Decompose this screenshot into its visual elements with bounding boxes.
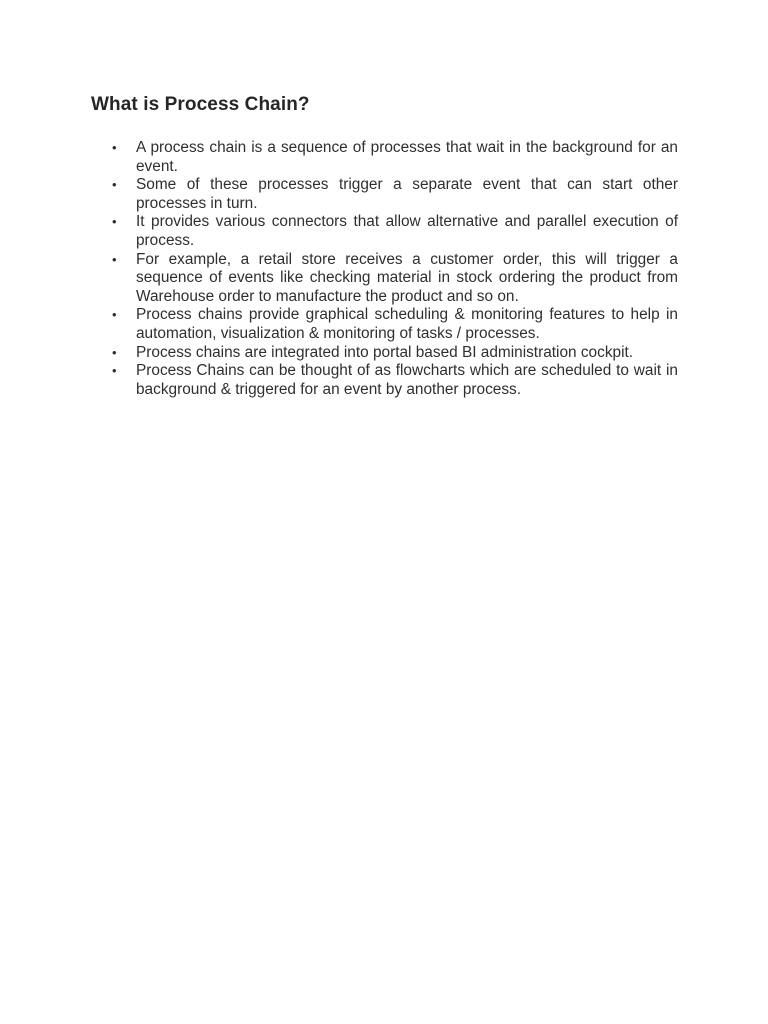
list-item: [110, 251, 678, 307]
list-item: [110, 306, 678, 343]
list-item-text: Process Chains can be thought of as flowcharts which are scheduled to wait in background & triggered for an event by another process.: [136, 362, 678, 398]
list-item-text: It provides various connectors that allow alternative and parallel execution of process.: [136, 213, 678, 249]
list-item-text: Process chains are integrated into portal based BI administration cockpit.: [136, 343, 634, 361]
bullet-icon: •: [112, 363, 117, 379]
page-title: What is Process Chain?: [91, 94, 310, 115]
bullet-list: [110, 139, 678, 399]
list-item: [110, 176, 678, 213]
bullet-icon: •: [112, 307, 117, 323]
list-item: [110, 139, 678, 176]
list-item: [110, 344, 678, 363]
bullet-icon: •: [112, 177, 117, 193]
list-item-text: Process chains provide graphical scheduling & monitoring features to help in automation, visualization & monitoring of tasks / processes.: [136, 306, 678, 342]
bullet-icon: •: [112, 214, 117, 230]
list-item-text: Some of these processes trigger a separate event that can start other processes in turn.: [136, 176, 678, 212]
bullet-icon: •: [112, 344, 117, 360]
bullet-icon: •: [112, 251, 117, 267]
list-item: [110, 213, 678, 250]
list-item: [110, 362, 678, 399]
list-item-text: A process chain is a sequence of processes that wait in the background for an event.: [136, 139, 678, 175]
list-item-text: For example, a retail store receives a customer order, this will trigger a sequence of events like checking material in stock ordering the product from Warehouse order to manufacture the product and so on.: [136, 250, 678, 305]
bullet-icon: •: [112, 140, 117, 155]
